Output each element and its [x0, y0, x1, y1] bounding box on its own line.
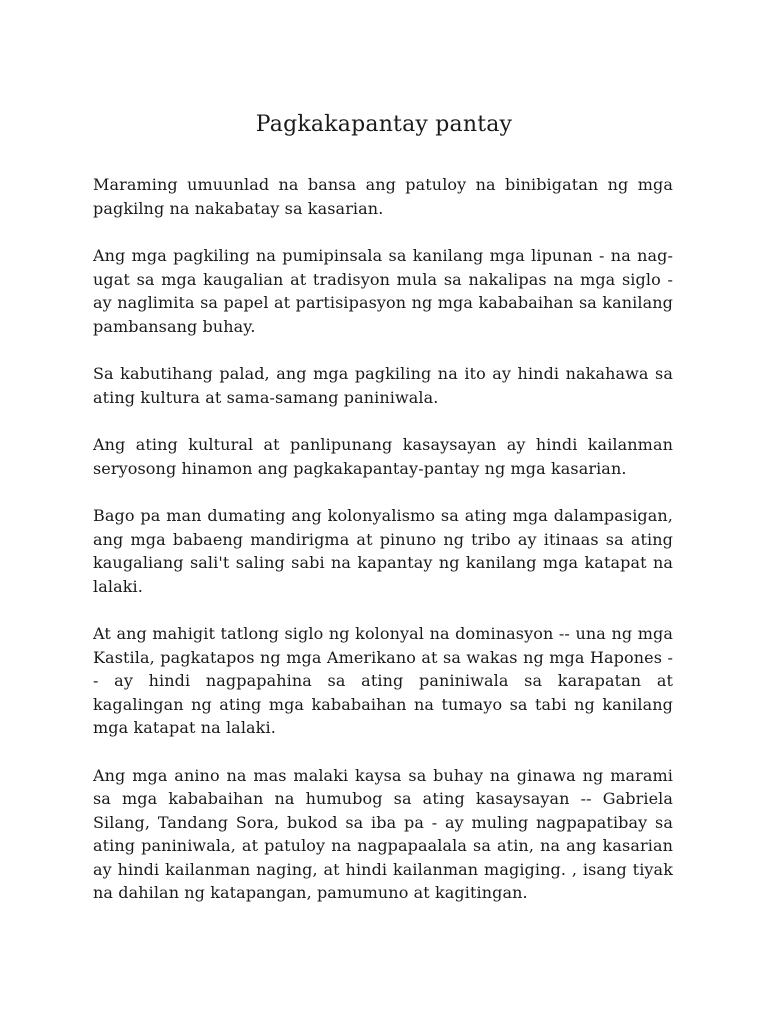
paragraph-5: Bago pa man dumating ang kolonyalismo sa ating mga dalampasigan, ang mga babaeng mandirigma at pinuno ng tribo ay itinaas sa ating kaugaliang sali't saling sabi na kapantay ng kanilang mga katapat na lalaki.: [93, 506, 673, 596]
paragraph-2: Ang mga pagkiling na pumipinsala sa kanilang mga lipunan - na nag-ugat sa mga kaugalian at tradisyon mula sa nakalipas na mga siglo - ay naglimita sa papel at partisipasyon ng mga kababaihan sa kanilang pambansang buhay.: [93, 246, 673, 336]
document-body: [93, 173, 673, 929]
paragraph-7: Ang mga anino na mas malaki kaysa sa buhay na ginawa ng marami sa mga kababaihan na humubog sa ating kasaysayan -- Gabriela Silang, Tandang Sora, bukod sa iba pa - ay muling nagpapatibay sa ating paniniwala, at patuloy na nagpapaalala sa atin, na ang kasarian ay hindi kailanman naging, at hindi kailanman magiging. , isang tiyak na dahilan ng katapangan, pamumuno at kagitingan.: [93, 765, 673, 902]
paragraph-3: Sa kabutihang palad, ang mga pagkiling na ito ay hindi nakahawa sa ating kultura at sama-samang paniniwala.: [93, 364, 673, 407]
paragraph-6: At ang mahigit tatlong siglo ng kolonyal na dominasyon -- una ng mga Kastila, pagkatapos ng mga Amerikano at sa wakas ng mga Hapones -- ay hindi nagpapahina sa ating paniniwala sa karapatan at kagalingan ng ating mga kababaihan na tumayo sa tabi ng kanilang mga katapat na lalaki.: [93, 624, 673, 737]
document-title: Pagkakapantay pantay: [255, 112, 513, 137]
paragraph-1: Maraming umuunlad na bansa ang patuloy na binibigatan ng mga pagkilng na nakabatay sa kasarian.: [93, 175, 673, 218]
paragraph-4: Ang ating kultural at panlipunang kasaysayan ay hindi kailanman seryosong hinamon ang pagkakapantay-pantay ng mga kasarian.: [93, 435, 673, 478]
